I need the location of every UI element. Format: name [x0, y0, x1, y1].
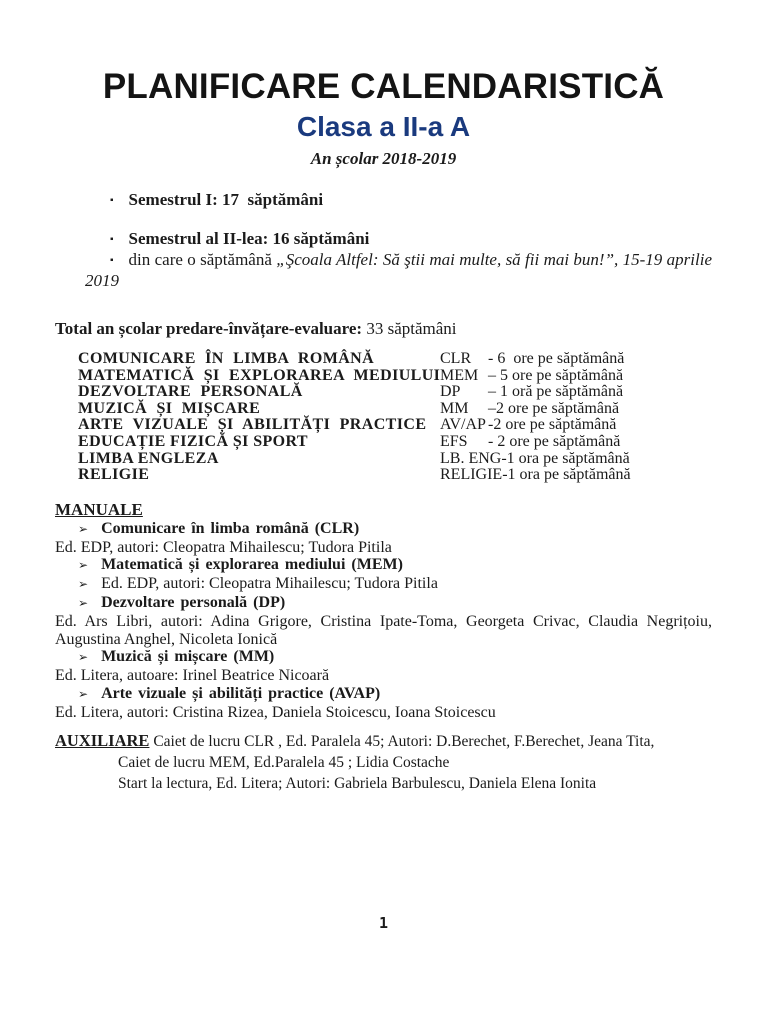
- table-row: [78, 451, 712, 468]
- subject-name: LIMBA ENGLEZA: [78, 449, 219, 467]
- list-item: [55, 667, 712, 685]
- table-row: [78, 434, 712, 451]
- school-year: An școlar 2018-2019: [310, 149, 457, 168]
- subject-name: MUZICĂ ȘI MIȘCARE: [78, 399, 261, 417]
- list-item: [55, 704, 712, 722]
- list-item: [55, 613, 712, 649]
- table-row: [78, 401, 712, 418]
- subject-name: ARTE VIZUALE ȘI ABILITĂȚI PRACTICE: [78, 416, 427, 434]
- subjects-table: [78, 351, 712, 484]
- subject-abbr: DP: [440, 383, 461, 401]
- list-item: [55, 648, 712, 667]
- page-title: PLANIFICARE CALENDARISTICĂ: [102, 67, 665, 106]
- table-row: [78, 351, 712, 368]
- list-item: [55, 685, 712, 704]
- class-subtitle: Clasa a II-a A: [296, 111, 471, 142]
- total-value: 33 săptămâni: [362, 319, 457, 338]
- subject-hours: – 1 oră pe săptămână: [488, 383, 624, 401]
- manual-publisher: Ed. Litera, autori: Cristina Rizea, Daniela Stoicescu, Ioana Stoicescu: [55, 703, 496, 721]
- page-number: 1: [378, 914, 389, 932]
- subject-abbr: RELIGIE: [440, 466, 503, 484]
- manual-publisher: Ed. EDP, autori: Cleopatra Mihailescu; Tudora Pitila: [55, 538, 392, 556]
- subject-name: RELIGIE: [78, 466, 150, 484]
- manuale-heading: MANUALE: [55, 499, 143, 519]
- semester-1-text: Semestrul I: 17 săptămâni: [128, 190, 324, 209]
- arrow-bullet-icon: ➢: [78, 686, 89, 701]
- subject-abbr: MEM: [440, 366, 479, 384]
- auxiliare-line-3: Start la lectura, Ed. Litera; Autori: Gabriela Barbulescu, Daniela Elena Ionita: [118, 774, 597, 792]
- subject-hours: –2 ore pe săptămână: [488, 399, 620, 417]
- table-row: [78, 384, 712, 401]
- subject-hours: -1 ora pe săptămână: [502, 466, 631, 484]
- table-row: [78, 417, 712, 434]
- manual-title: Matematică și explorarea mediului (MEM): [101, 556, 403, 574]
- subject-hours: - 2 ore pe săptămână: [488, 432, 621, 450]
- auxiliare-text: Caiet de lucru CLR , Ed. Paralela 45; Autori: D.Berechet, F.Berechet, Jeana Tita,: [149, 732, 655, 750]
- manuale-section: [55, 501, 712, 722]
- subject-hours: -2 ore pe săptămână: [488, 416, 617, 434]
- list-item: [55, 520, 712, 539]
- subject-abbr: LB. ENG: [440, 449, 502, 467]
- manual-title: Muzică și mișcare (MM): [101, 648, 275, 666]
- list-item: [55, 575, 712, 594]
- manual-publisher: Ed. EDP, autori: Cleopatra Mihailescu; Tudora Pitila: [101, 575, 438, 593]
- subject-abbr: EFS: [440, 432, 468, 450]
- list-item: [55, 556, 712, 575]
- table-row: [78, 368, 712, 385]
- semester-item-3: [55, 250, 712, 291]
- square-bullet-icon: ▪: [110, 234, 114, 245]
- auxiliare-line-1: [55, 730, 712, 752]
- square-bullet-icon: ▪: [110, 255, 114, 266]
- auxiliare-line-2: Caiet de lucru MEM, Ed.Paralela 45 ; Lidia Costache: [118, 753, 450, 771]
- arrow-bullet-icon: ➢: [78, 577, 89, 592]
- auxiliare-section: [55, 730, 712, 794]
- subject-name: EDUCAȚIE FIZICĂ ȘI SPORT: [78, 432, 308, 450]
- subject-hours: -1 ora pe săptămână: [501, 449, 630, 467]
- manual-publisher: Ed. Ars Libri, autori: Adina Grigore, Cristina Ipate-Toma, Georgeta Crivac, Claudia Negrițoiu, Augustina Anghel, Nicoleta Ionică: [55, 612, 712, 648]
- table-row: [78, 467, 712, 484]
- semester-list: [55, 190, 712, 291]
- semester-2-text: Semestrul al II-lea: 16 săptămâni: [128, 229, 370, 248]
- semester-item-1: [55, 190, 712, 211]
- subject-abbr: MM: [440, 399, 469, 417]
- square-bullet-icon: ▪: [110, 195, 114, 206]
- scoala-altfel-note: „Şcoala Altfel: Să ştii mai multe, să fii mai bun!”, 15-19 aprilie 2019: [85, 250, 712, 290]
- arrow-bullet-icon: ➢: [78, 595, 89, 610]
- subject-name: MATEMATICĂ ȘI EXPLORAREA MEDIULUI: [78, 366, 441, 384]
- manual-title: Arte vizuale și abilități practice (AVAP): [101, 684, 381, 702]
- arrow-bullet-icon: ➢: [78, 650, 89, 665]
- manual-title: Dezvoltare personală (DP): [101, 593, 286, 611]
- manual-title: Comunicare în limba română (CLR): [101, 519, 360, 537]
- subject-hours: - 6 ore pe săptămână: [488, 350, 625, 367]
- list-item: [55, 594, 712, 613]
- arrow-bullet-icon: ➢: [78, 521, 89, 536]
- list-item: [55, 539, 712, 557]
- total-school-year-line: [55, 319, 712, 339]
- manual-publisher: Ed. Litera, autoare: Irinel Beatrice Nicoară: [55, 667, 330, 685]
- auxiliare-heading: AUXILIARE: [55, 730, 150, 750]
- arrow-bullet-icon: ➢: [78, 558, 89, 573]
- subject-hours: – 5 ore pe săptămână: [488, 366, 624, 384]
- subject-name: COMUNICARE ÎN LIMBA ROMÂNĂ: [78, 350, 375, 367]
- semester-item-2: [55, 229, 712, 250]
- subject-name: DEZVOLTARE PERSONALĂ: [78, 383, 303, 401]
- subject-abbr: CLR: [440, 350, 472, 367]
- total-label: Total an școlar predare-învățare-evaluare:: [55, 319, 363, 338]
- semester-3-prefix: din care o săptămână: [128, 250, 277, 269]
- subject-abbr: AV/AP: [440, 416, 486, 434]
